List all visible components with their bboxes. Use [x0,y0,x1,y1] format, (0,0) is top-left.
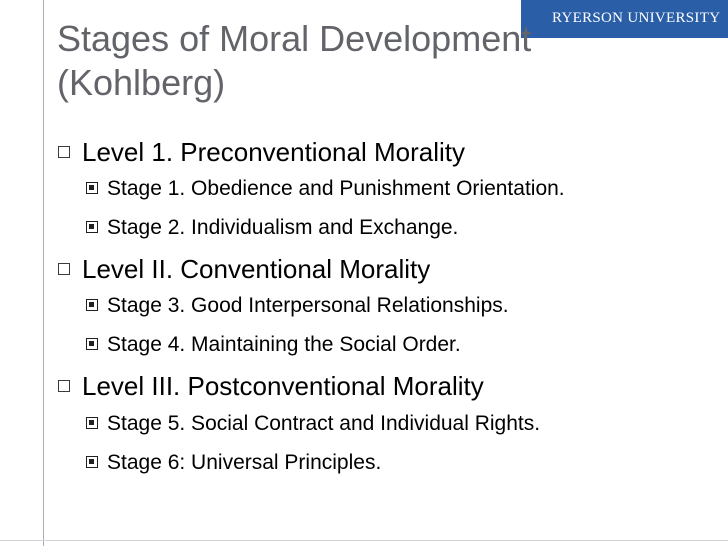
filled-square-bullet-icon [86,221,98,233]
hollow-square-bullet-icon [58,380,70,392]
bottom-divider [0,540,728,541]
level-3-item [58,370,484,402]
stage-1-item [86,175,565,203]
stage-6-item [86,449,381,477]
level-2-item [58,253,430,285]
stage-2-label: Stage 2. Individualism and Exchange. [107,216,459,239]
filled-square-bullet-icon [86,456,98,468]
hollow-square-bullet-icon [58,263,70,275]
stage-3-label: Stage 3. Good Interpersonal Relationships. [107,294,509,317]
filled-square-bullet-icon [86,299,98,311]
stage-1-label: Stage 1. Obedience and Punishment Orientation. [107,177,565,200]
stage-4-item [86,331,461,359]
level-2-label: Level II. Conventional Morality [82,254,431,284]
stage-6-label: Stage 6: Universal Principles. [107,451,382,474]
filled-square-bullet-icon [86,417,98,429]
stage-2-item [86,214,458,242]
stage-4-label: Stage 4. Maintaining the Social Order. [107,333,461,356]
level-1-label: Level 1. Preconventional Morality [82,137,465,167]
filled-square-bullet-icon [86,338,98,350]
stage-5-label: Stage 5. Social Contract and Individual Rights. [107,412,541,435]
stage-3-item [86,292,509,320]
stage-5-item [86,410,540,438]
slide-title-line-1: Stages of Moral Development [57,18,532,59]
filled-square-bullet-icon [86,182,98,194]
slide-title-line-2: (Kohlberg) [57,62,226,103]
university-logo-text: RYERSON UNIVERSITY [552,10,721,26]
hollow-square-bullet-icon [58,146,70,158]
level-1-item [58,136,465,168]
level-3-label: Level III. Postconventional Morality [82,371,484,401]
